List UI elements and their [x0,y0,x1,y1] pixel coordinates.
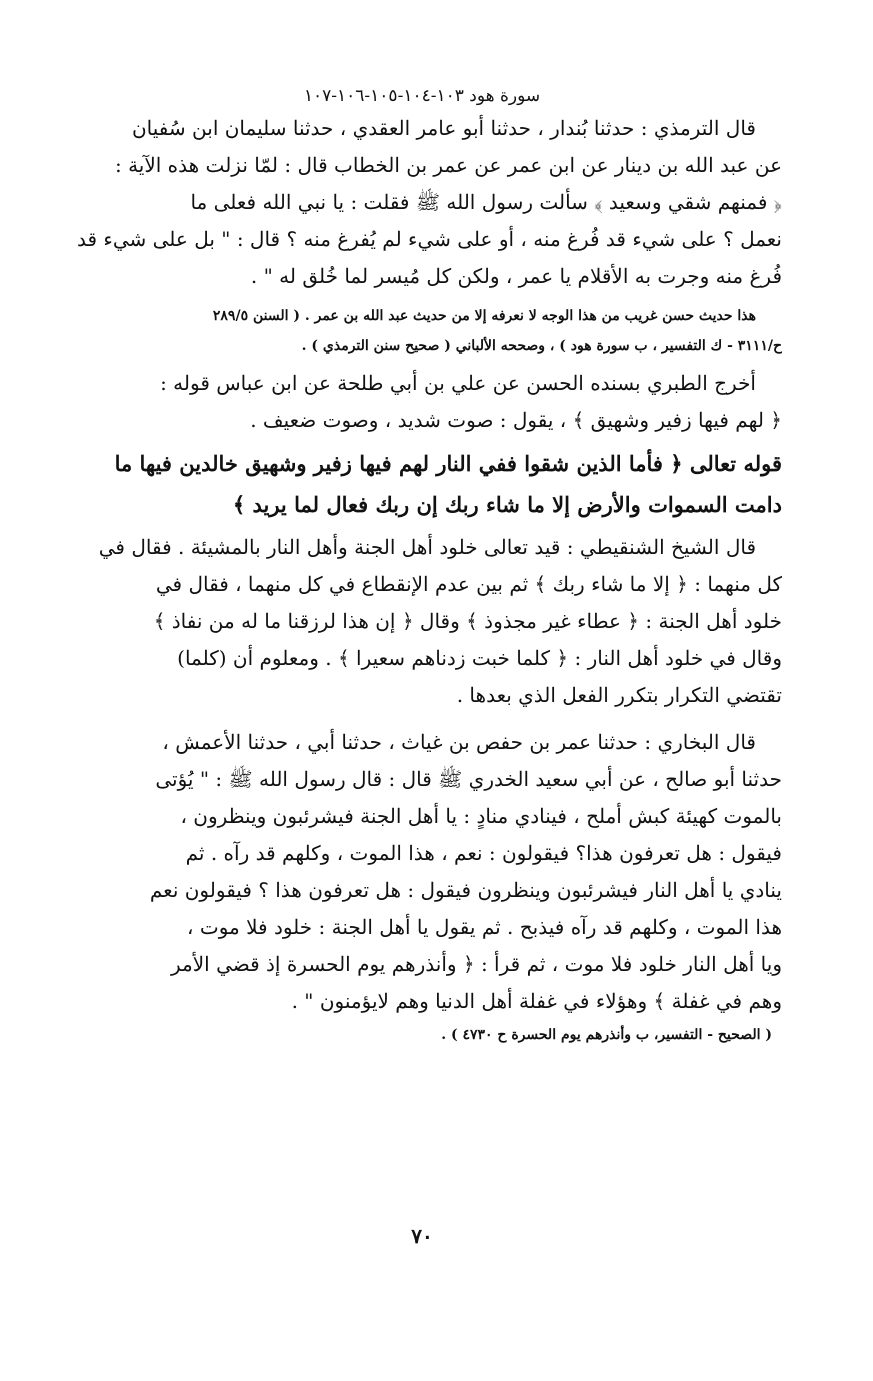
text-line: وهم في غفلة ﴾ وهؤلاء في غفلة أهل الدنيا وهم لايؤمنون " . [291,989,782,1013]
verse-line: دامت السموات والأرض إلا ما شاء ربك إن ربك فعال لما يريد ﴾ [232,492,782,517]
text-line: ينادي يا أهل النار فيشرئبون وينظرون فيقول : هل تعرفون هذا ؟ فيقولون نعم [149,878,782,902]
text-line: ﴿ لهم فيها زفير وشهيق ﴾ ، يقول : صوت شديد ، وصوت ضعيف . [250,408,782,432]
text-line: فيقول : هل تعرفون هذا؟ فيقولون : نعم ، هذا الموت ، وكلهم قد رآه . ثم [185,841,782,865]
text-line: بالموت كهيئة كبش أملح ، فينادي منادٍ : يا أهل الجنة فيشرئبون وينظرون ، [180,804,782,828]
bukhari-reference: ( الصحيح - التفسير، ب وأنذرهم يوم الحسرة ح ٤٧٣٠ ) . [441,1027,772,1043]
tabari-paragraph [62,365,782,439]
text-line: ﴿ فمنهم شقي وسعيد ﴾ سألت رسول الله ﷺ فقلت : يا نبي الله فعلى ما [190,190,782,214]
text-line: قال الشيخ الشنقيطي : قيد تعالى خلود أهل الجنة وأهل النار بالمشيئة . فقال في [98,535,756,559]
verse-line: قوله تعالى ﴿ فأما الذين شقوا ففي النار لهم فيها زفير وشهيق خالدين فيها ما [114,451,782,476]
text-line: هذا الموت ، وكلهم قد رآه فيذبح . ثم يقول يا أهل الجنة : خلود فلا موت ، [187,915,782,939]
text-line: كل منهما : ﴿ إلا ما شاء ربك ﴾ ثم بين عدم الإنقطاع في كل منهما ، فقال في [155,572,782,596]
text-line: حدثنا أبو صالح ، عن أبي سعيد الخدري ﷺ قال : قال رسول الله ﷺ : " يُؤتى [155,767,782,791]
text-line: تقتضي التكرار بتكرر الفعل الذي بعدها . [456,683,782,707]
tirmidhi-paragraph [62,110,782,295]
text-line: قال البخاري : حدثنا عمر بن حفص بن غياث ، حدثنا أبي ، حدثنا الأعمش ، [162,730,756,754]
book-page [62,84,782,1364]
text-line: وقال في خلود أهل النار : ﴿ كلما خبت زدناهم سعيرا ﴾ . ومعلوم أن (كلما) [177,646,782,670]
note-line: ح/٣١١١ - ك التفسير ، ب سورة هود ) ، وصححه الألباني ( صحيح سنن الترمذي ) . [301,338,782,354]
running-header: سورة هود ١٠٣-١٠٤-١٠٥-١٠٦-١٠٧ [303,86,541,106]
text-line: أخرج الطبري بسنده الحسن عن علي بن أبي طلحة عن ابن عباس قوله : [160,371,756,395]
text-line: قال الترمذي : حدثنا بُندار ، حدثنا أبو عامر العقدي ، حدثنا سليمان ابن سُفيان [131,116,756,140]
verse-heading [62,443,782,525]
text-line: خلود أهل الجنة : ﴿ عطاء غير مجذوذ ﴾ وقال ﴿ إن هذا لرزقنا ما له من نفاذ ﴾ [153,609,782,633]
shinqiti-paragraph [62,529,782,714]
page-number: ٧٠ [411,1224,433,1248]
text-line: ويا أهل النار خلود فلا موت ، ثم قرأ : ﴿ وأنذرهم يوم الحسرة إذ قضي الأمر [171,952,782,976]
note-line: هذا حديث حسن غريب من هذا الوجه لا نعرفه إلا من حديث عبد الله بن عمر . ( السنن ٢٨٩/٥ [212,308,756,324]
bukhari-paragraph [62,724,782,1020]
tirmidhi-grading-note [62,301,782,361]
text-line: نعمل ؟ على شيء قد فُرغ منه ، أو على شيء لم يُفرغ منه ؟ قال : " بل على شيء قد [77,227,782,251]
text-line: عن عبد الله بن دينار عن ابن عمر عن عمر بن الخطاب قال : لمّا نزلت هذه الآية : [114,153,782,177]
text-line: فُرغ منه وجرت به الأقلام يا عمر ، ولكن كل مُيسر لما خُلق له " . [250,264,782,288]
